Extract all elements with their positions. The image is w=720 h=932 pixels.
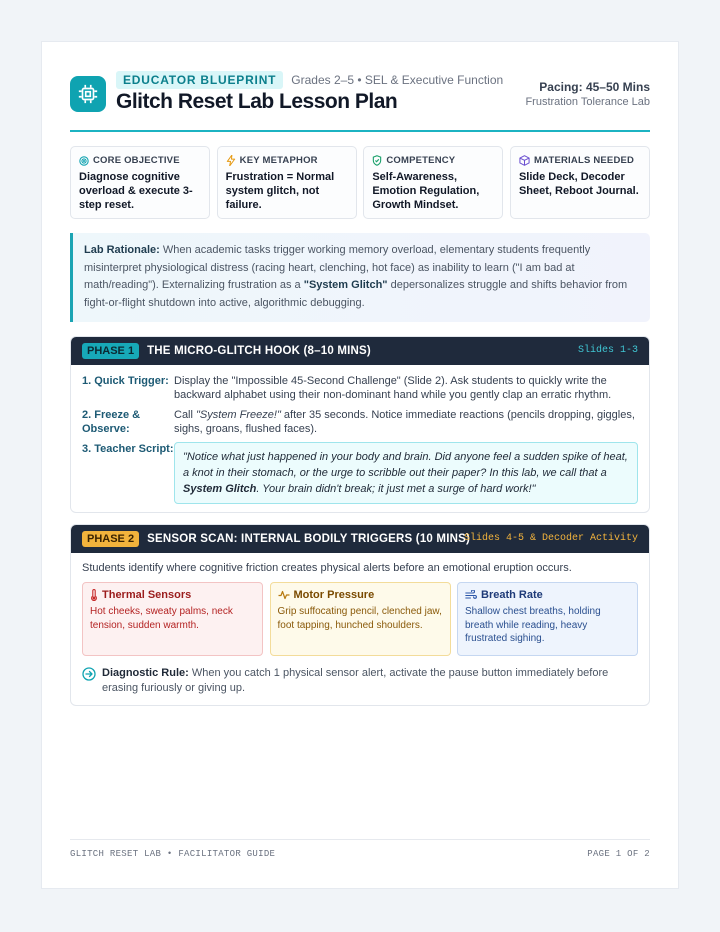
sensor-breath — [457, 582, 638, 656]
lab-subtitle: Frustration Tolerance Lab — [525, 96, 650, 108]
phase-slides: Slides 4-5 & Decoder Activity — [463, 533, 638, 544]
sensor-thermal — [82, 582, 263, 656]
rationale-text-after: depersonalizes struggle and shifts behavior from fight-or-flight shutdown into active, algorithmic debugging. — [84, 279, 628, 309]
step-text-rest: after 35 seconds. Notice immediate reactions (pencils dropping, giggles, sighs, groans, flushed faces). — [174, 409, 635, 435]
phase-2-header — [71, 525, 649, 553]
card-key-metaphor — [217, 146, 357, 219]
target-icon — [79, 156, 89, 166]
phase-2 — [70, 524, 650, 706]
phase-1-body — [71, 365, 649, 512]
sensor-title: Motor Pressure — [293, 589, 375, 601]
step-text — [174, 408, 638, 436]
step-row — [82, 442, 638, 504]
phase-intro: Students identify where cognitive friction creates physical alerts before an emotional eruption occurs. — [82, 562, 572, 574]
rationale-highlight: "System Glitch" — [303, 279, 388, 291]
bolt-icon — [226, 155, 236, 166]
phase-title: SENSOR SCAN: INTERNAL BODILY TRIGGERS (10 MINS) — [147, 533, 470, 545]
page — [42, 42, 678, 888]
phase-title: THE MICRO-GLITCH HOOK (8–10 MINS) — [147, 345, 371, 357]
phase-slides: Slides 1-3 — [577, 345, 638, 356]
step-label: 3. Teacher Script: — [82, 443, 174, 455]
script-bold: System Glitch — [183, 483, 257, 495]
pulse-icon — [278, 590, 290, 600]
script-after: . Your brain didn't break; it just met a surge of hard work!" — [256, 483, 536, 495]
card-text: Frustration = Normal system glitch, not failure. — [225, 171, 335, 211]
step-row — [82, 408, 638, 436]
sensor-text: Hot cheeks, sweaty palms, neck tension, sudden warmth. — [90, 606, 233, 631]
sensor-title: Breath Rate — [481, 589, 543, 601]
page-footer — [70, 839, 650, 859]
page-number: PAGE 1 OF 2 — [587, 849, 650, 859]
phase-1-header — [71, 337, 649, 365]
card-text: Diagnose cognitive overload & execute 3-step reset. — [79, 171, 193, 211]
step-text: Display the "Impossible 45-Second Challenge" (Slide 2). Ask students to quickly write the backward alphabet using their non-dominant hand while you gently clap an erratic rhythm. — [174, 375, 612, 401]
rationale-text-before: When academic tasks trigger working memory overload, elementary students frequently misinterpret physiological distress (racing heart, clenching, hot face) as inability to learn ("I am bad at math/reading"). Externalizing frustration as a — [84, 244, 591, 291]
sensor-cards — [82, 582, 638, 656]
chip-icon — [70, 76, 106, 112]
diagnostic-body: When you catch 1 physical sensor alert, activate the pause button immediately before erasing furiously or giving up. — [102, 667, 609, 694]
page-content — [70, 70, 650, 706]
step-row — [82, 374, 638, 402]
sensor-text: Grip suffocating pencil, clenched jaw, foot tapping, hunched shoulders. — [277, 606, 442, 631]
sensor-motor — [270, 582, 451, 656]
card-label: COMPETENCY — [386, 155, 456, 166]
phase-badge: PHASE 2 — [82, 531, 139, 547]
teacher-script — [174, 442, 638, 504]
arrow-circle-icon — [82, 667, 96, 695]
phase-badge: PHASE 1 — [82, 343, 139, 359]
card-label: CORE OBJECTIVE — [93, 155, 180, 166]
step-label: 1. Quick Trigger: — [82, 375, 169, 387]
phase-1 — [70, 336, 650, 513]
pacing-label: Pacing: 45–50 Mins — [539, 80, 650, 94]
step-text-italic: "System Freeze!" — [196, 409, 281, 421]
lab-rationale — [70, 233, 650, 322]
card-label: MATERIALS NEEDED — [533, 155, 635, 166]
header-divider — [70, 130, 650, 132]
step-label: 2. Freeze & Observe: — [82, 409, 141, 435]
card-materials — [510, 146, 650, 219]
page-title: Glitch Reset Lab Lesson Plan — [116, 90, 398, 113]
shield-icon — [372, 155, 382, 166]
thermometer-icon — [90, 589, 98, 601]
footer-left: GLITCH RESET LAB • FACILITATOR GUIDE — [70, 849, 276, 859]
eyebrow-row — [116, 71, 503, 89]
eyebrow-badge: EDUCATOR BLUEPRINT — [116, 71, 283, 89]
sensor-title: Thermal Sensors — [102, 589, 192, 601]
phase-2-body — [71, 553, 649, 705]
step-text — [174, 442, 638, 504]
card-text: Self-Awareness, Emotion Regulation, Growth Mindset. — [372, 171, 480, 211]
card-label: KEY METAPHOR — [239, 155, 318, 166]
diagnostic-label: Diagnostic Rule: — [102, 667, 189, 679]
card-competency — [363, 146, 503, 219]
script-before: "Notice what just happened in your body and brain. Did anyone feel a sudden spike of heat, a knot in their stomach, or the urge to scribble out their paper? In this lab, we call that a — [183, 451, 628, 479]
wind-icon — [465, 590, 477, 600]
header — [70, 70, 650, 130]
rationale-label: Lab Rationale: — [84, 244, 160, 256]
card-text: Slide Deck, Decoder Sheet, Reboot Journal. — [518, 171, 639, 197]
diagnostic-text — [102, 666, 638, 695]
box-icon — [519, 155, 530, 166]
step-text-prefix: Call — [174, 409, 197, 421]
summary-cards — [70, 146, 650, 219]
card-core-objective — [70, 146, 210, 219]
sensor-text: Shallow chest breaths, holding breath while reading, heavy frustrated sighing. — [465, 606, 601, 644]
grades-label: Grades 2–5 • SEL & Executive Function — [291, 73, 504, 87]
diagnostic-rule — [82, 666, 638, 695]
